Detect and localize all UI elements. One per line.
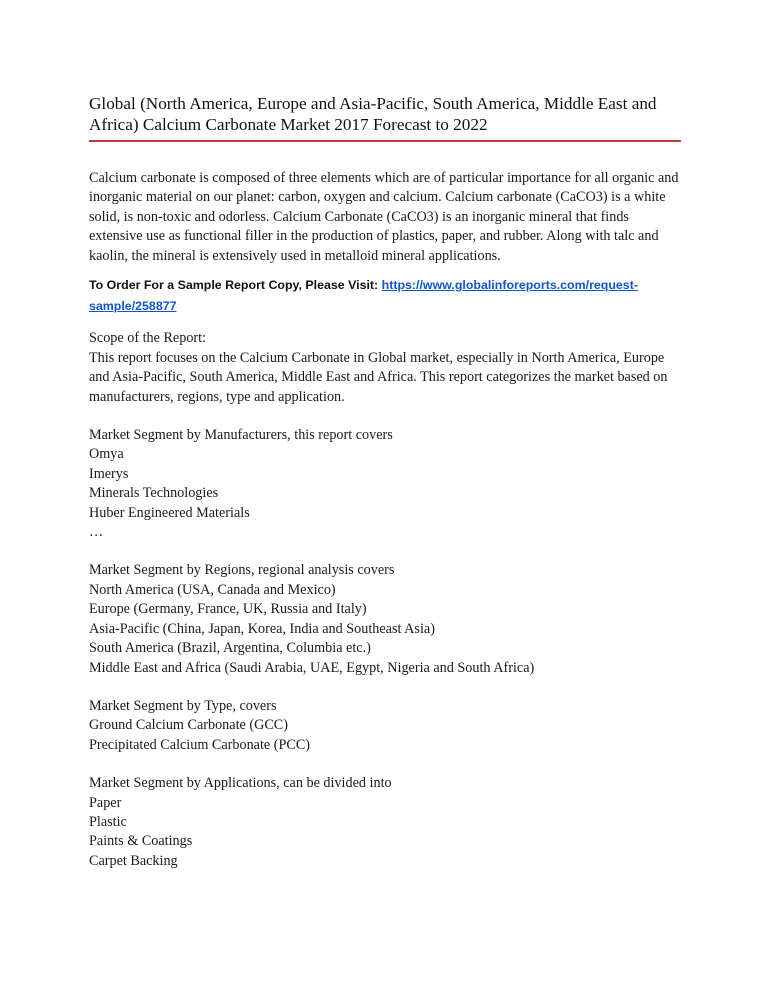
applications-heading: Market Segment by Applications, can be divided into (89, 775, 392, 792)
list-item: Europe (Germany, France, UK, Russia and Italy) (89, 601, 367, 618)
manufacturers-section (89, 426, 681, 542)
sample-order-label: To Order For a Sample Report Copy, Please Visit: (89, 278, 382, 293)
list-item: Paper (89, 794, 122, 811)
list-item: Paints & Coatings (89, 833, 193, 850)
types-heading: Market Segment by Type, covers (89, 697, 277, 714)
list-item: South America (Brazil, Argentina, Columbia etc.) (89, 640, 371, 657)
list-item: Ground Calcium Carbonate (GCC) (89, 717, 288, 734)
scope-section (89, 329, 681, 407)
list-item: Imerys (89, 465, 129, 482)
document-page (89, 93, 681, 871)
intro-paragraph: Calcium carbonate is composed of three elements which are of particular importance for all organic and inorganic material on our planet: carbon, oxygen and calcium. Calcium carbonate (CaCO3) is a white solid, is non-toxic and odorless. Calcium Carbonate (CaCO3) is an inorganic mineral that finds extensive use as functional filler in the production of plastics, paper, and rubber. Along with talc and kaolin, the mineral is extensively used in metalloid mineral applications. (89, 170, 679, 264)
list-item: North America (USA, Canada and Mexico) (89, 581, 336, 598)
scope-heading: Scope of the Report: (89, 330, 207, 347)
list-item-ellipsis: … (89, 524, 104, 541)
types-section (89, 697, 681, 755)
list-item: Omya (89, 446, 124, 463)
applications-section (89, 774, 681, 871)
list-item: Carpet Backing (89, 852, 178, 869)
list-item: Plastic (89, 813, 127, 830)
report-title: Global (North America, Europe and Asia-Pacific, South America, Middle East and Africa) Calcium Carbonate Market 2017 Forecast to 2022 (89, 94, 657, 134)
sample-order-notice (89, 275, 681, 317)
regions-section (89, 561, 681, 677)
title-divider (89, 140, 681, 142)
list-item: Minerals Technologies (89, 485, 219, 502)
list-item: Precipitated Calcium Carbonate (PCC) (89, 736, 311, 753)
sample-report-link[interactable]: https://www.globalinforeports.com/request-sample/258877 (89, 278, 638, 314)
manufacturers-heading: Market Segment by Manufacturers, this report covers (89, 427, 393, 444)
list-item: Asia-Pacific (China, Japan, Korea, India and Southeast Asia) (89, 620, 435, 637)
scope-text: This report focuses on the Calcium Carbonate in Global market, especially in North America, Europe and Asia-Pacific, South America, Middle East and Africa. This report categorizes the market based on manufacturers, regions, type and application. (89, 349, 668, 405)
list-item: Huber Engineered Materials (89, 504, 250, 521)
regions-heading: Market Segment by Regions, regional analysis covers (89, 562, 395, 579)
list-item: Middle East and Africa (Saudi Arabia, UAE, Egypt, Nigeria and South Africa) (89, 659, 535, 676)
